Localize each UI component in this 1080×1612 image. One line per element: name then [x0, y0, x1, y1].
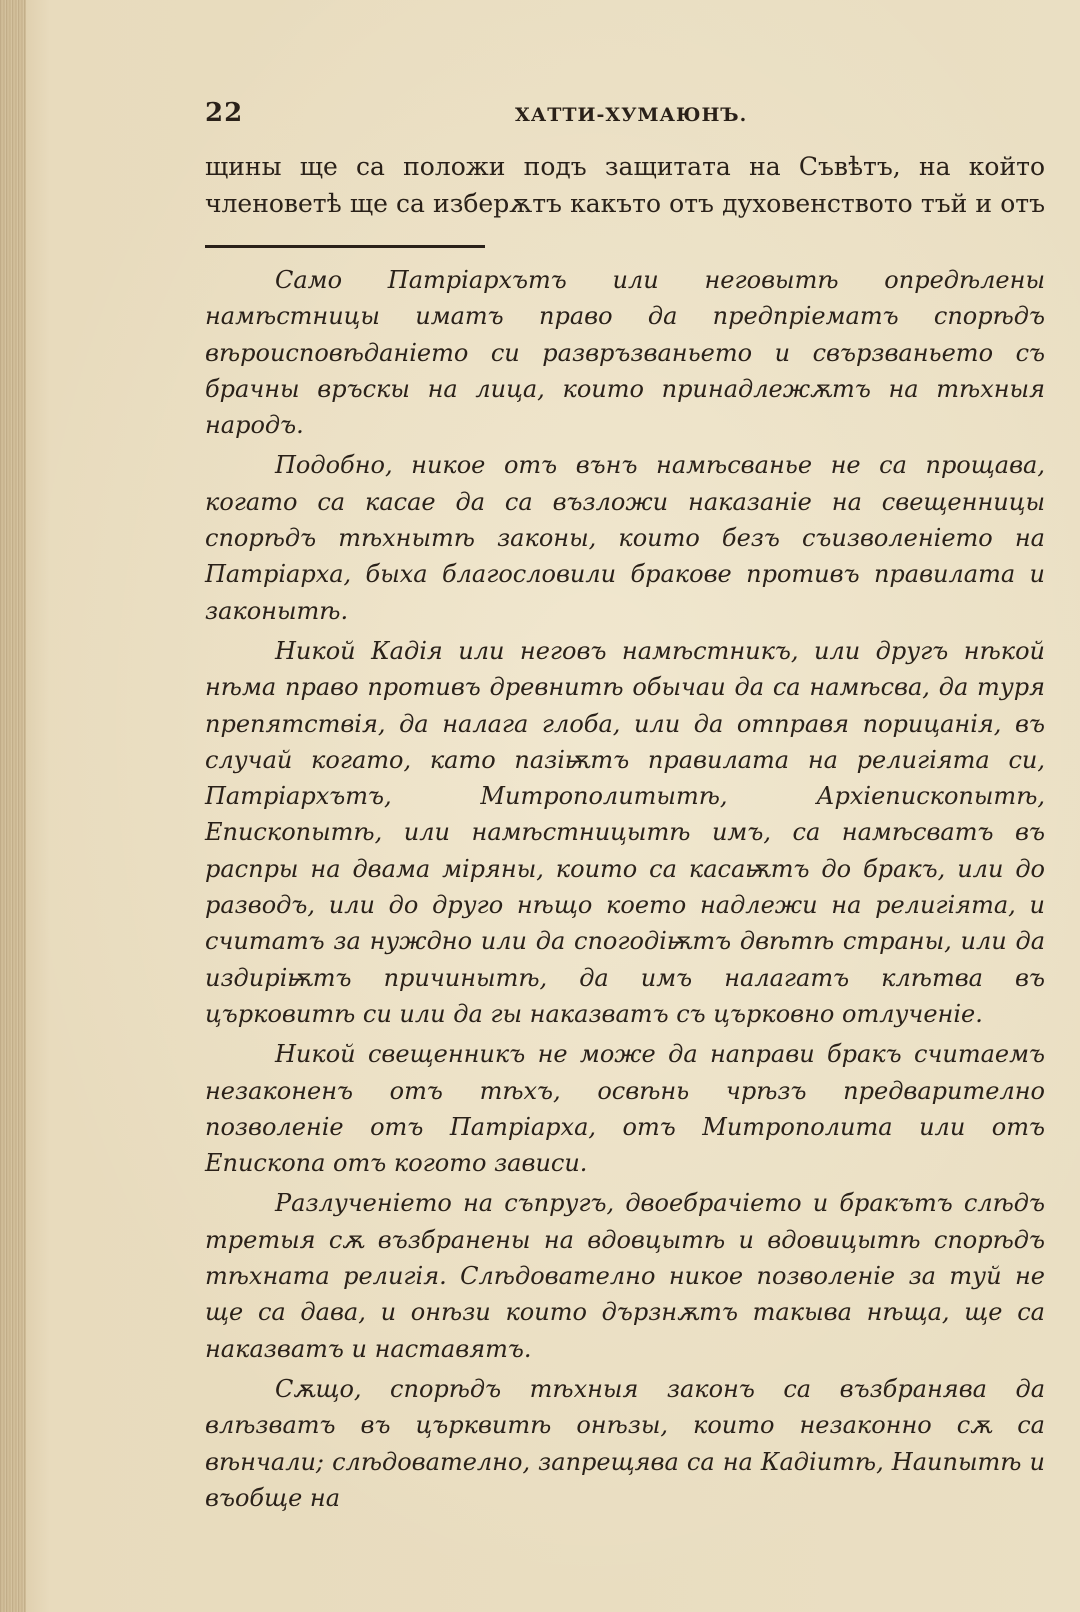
page-number: 22: [205, 98, 244, 128]
main-text-paragraph: щины ще са положи подъ защитата на Съвѣтъ, на който членоветѣ ще са изберѫтъ какъто отъ духовенството тъй и отъ: [205, 152, 1045, 218]
footnote-paragraph: Разлученіето на съпругъ, двоебрачіето и бракътъ слѣдъ третыя сѫ възбранены на вдовцытѣ и вдовицытѣ спорѣдъ тѣхната религія. Слѣдователно никое позволеніе за туй не ще са дава, и онѣзи които дързнѫтъ такыва нѣща, ще са наказватъ и наставятъ.: [205, 1189, 1045, 1363]
running-head: ХАТТИ-ХУМАЮНЪ.: [515, 104, 748, 126]
footnote-paragraph: Никой свещенникъ не може да направи бракъ считаемъ незаконенъ отъ тѣхъ, освѣнь чрѣзъ предварително позволеніе отъ Патріарха, отъ Митрополита или отъ Епископа отъ когото зависи.: [205, 1040, 1045, 1178]
page-header: [205, 98, 1045, 138]
footnote-paragraph: Сѫщо, спорѣдъ тѣхныя законъ са възбранява да влѣзватъ въ църквитѣ онѣзы, които незаконно сѫ са вѣнчали; слѣдователно, запрещява са на Кадіитѣ, Наипытѣ и въобще на: [205, 1374, 1045, 1512]
footnote-separator-rule: [205, 245, 485, 248]
footnote-paragraph: Само Патріархътъ или неговытѣ опредѣлены намѣстницы иматъ право да предпріематъ спорѣдъ вѣроисповѣданіето си развръзваньето и свързваньето съ брачны връскы на лица, които принадлежѫтъ на тѣхныя народъ.: [205, 266, 1045, 440]
page-binding-edge: [0, 0, 26, 1612]
main-text-block: [205, 148, 1045, 222]
footnote-paragraph: Подобно, никое отъ вънъ намѣсванье не са прощава, когато са касае да са възложи наказаніе на свещенницы спорѣдъ тѣхнытѣ законы, които безъ съизволеніето на Патріарха, быха благословили бракове противъ правилата и законытѣ.: [205, 451, 1045, 625]
footnote-block: [205, 262, 1045, 1516]
footnote-paragraph: Никой Кадія или неговъ намѣстникъ, или другъ нѣкой нѣма право противъ древнитѣ обычаи да са намѣсва, да туря препятствія, да налага глоба, или да отправя порицанія, въ случай когато, като пазіѭтъ правилата на религіята си, Патріархътъ, Митрополитытѣ, Архіепископытѣ, Епископытѣ, или намѣстницытѣ имъ, са намѣсватъ въ распры на двама міряны, които са касаѭтъ до бракъ, или до разводъ, или до друго нѣщо което надлежи на религіята, и считатъ за нуждно или да спогодіѭтъ двѣтѣ страны, или да издиріѭтъ причинытѣ, да имъ налагатъ клѣтва въ църковитѣ си или да гы наказватъ съ църковно отлученіе.: [205, 636, 1045, 1028]
